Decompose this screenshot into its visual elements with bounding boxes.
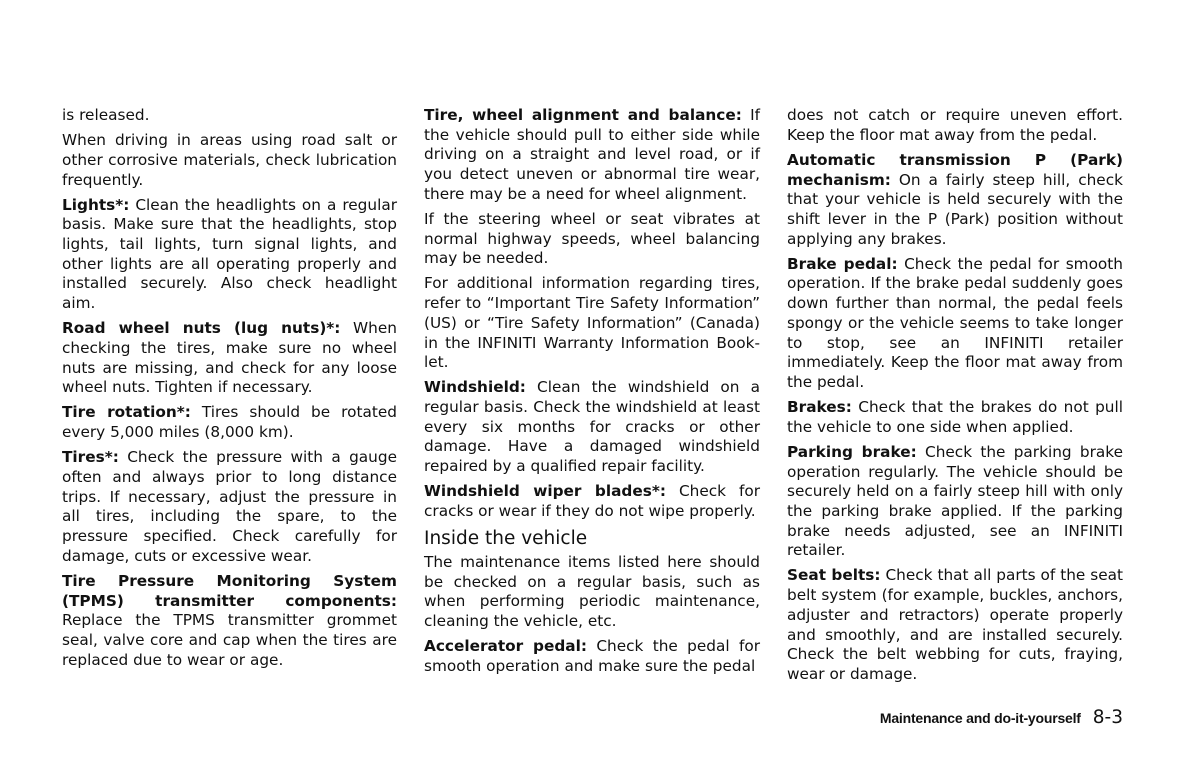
column-2 — [424, 106, 760, 682]
paragraph-brakes: Brakes: Check that the brakes do not pull the vehicle to one side when applied. — [787, 398, 1123, 436]
paragraph: When driving in areas using road salt or other corrosive materials, check lubrication frequently. — [62, 131, 397, 189]
paragraph-alignment: Tire, wheel alignment and balance: If the vehicle should pull to either side while driving on a straight and level road, or if you detect uneven or abnormal tire wear, there may be a need for wheel alignment. — [424, 106, 760, 203]
paragraph: For additional information regarding tires, refer to “Important Tire Safety Information” (US) or “Tire Safety Information” (Canada) in the INFINITI Warranty Information Booklet. — [424, 274, 760, 372]
paragraph: If the steering wheel or seat vibrates at normal highway speeds, wheel balancing may be needed. — [424, 209, 760, 268]
footer-section-title: Maintenance and do-it-yourself — [879, 710, 1081, 726]
page-footer — [880, 707, 1123, 728]
paragraph-tire-rotation: Tire rotation*: Tires should be rotated every 5,000 miles (8,000 km). — [62, 403, 397, 442]
paragraph-accelerator-pedal: Accelerator pedal: Check the pedal for smooth operation and make sure the pedal — [424, 637, 760, 675]
paragraph-windshield: Windshield: Clean the windshield on a regular basis. Check the windshield at least every six months for cracks or other damage. Have a damaged windshield repaired by a qualified repair facility. — [424, 378, 760, 476]
paragraph-transmission-park: Automatic transmission P (Park) mechanism: On a fairly steep hill, check that your vehicle is held securely with the shift lever in the P (Park) position without applying any brakes. — [787, 150, 1123, 248]
paragraph-tires: Tires*: Check the pressure with a gauge often and always prior to long distance trips. If necessary, adjust the pressure in all tires, including the spare, to the pressure specified. Check carefully for damage, cuts or excessive wear. — [62, 448, 397, 565]
paragraph-brake-pedal: Brake pedal: Check the pedal for smooth operation. If the brake pedal suddenly goes down further than normal, the pedal feels spongy or the vehicle seems to take longer to stop, see an INFINITI retailer immediately. Keep the floor mat away from the pedal. — [787, 254, 1123, 391]
paragraph: is released. — [62, 106, 150, 124]
paragraph-parking-brake: Parking brake: Check the parking brake operation regularly. The vehicle should be securely held on a fairly steep hill with only the parking brake applied. If the parking brake needs adjusted, see an INFINITI retailer. — [787, 442, 1123, 560]
column-3 — [787, 106, 1123, 690]
paragraph-tpms: Tire Pressure Monitoring System (TPMS) transmitter components: Replace the TPMS transmitter grommet seal, valve core and cap when the tires are replaced due to wear or age. — [62, 571, 397, 669]
page-number: 8-3 — [1092, 707, 1123, 728]
paragraph-lights: Lights*: Clean the headlights on a regular basis. Make sure that the headlights, stop lights, tail lights, turn signal lights, and other lights are all operating properly and installed securely. Also check headlight aim. — [62, 195, 397, 313]
column-1 — [62, 106, 397, 676]
paragraph-road-wheel-nuts: Road wheel nuts (lug nuts)*: When checking the tires, make sure no wheel nuts are missing, and check for any loose wheel nuts. Tighten if necessary. — [62, 319, 397, 397]
paragraph: The maintenance items listed here should be checked on a regular basis, such as when performing periodic maintenance, cleaning the vehicle, etc. — [424, 553, 760, 631]
section-heading: Inside the vehicle — [424, 528, 588, 550]
paragraph: does not catch or require uneven effort. Keep the floor mat away from the pedal. — [787, 106, 1123, 144]
paragraph-wiper-blades: Windshield wiper blades*: Check for cracks or wear if they do not wipe properly. — [424, 482, 761, 520]
paragraph-seat-belts: Seat belts: Check that all parts of the seat belt system (for example, buckles, anchors, adjuster and retractors) operate properly and smoothly, and are installed securely. Check the belt webbing for cuts, fraying, wear or damage. — [787, 566, 1123, 683]
